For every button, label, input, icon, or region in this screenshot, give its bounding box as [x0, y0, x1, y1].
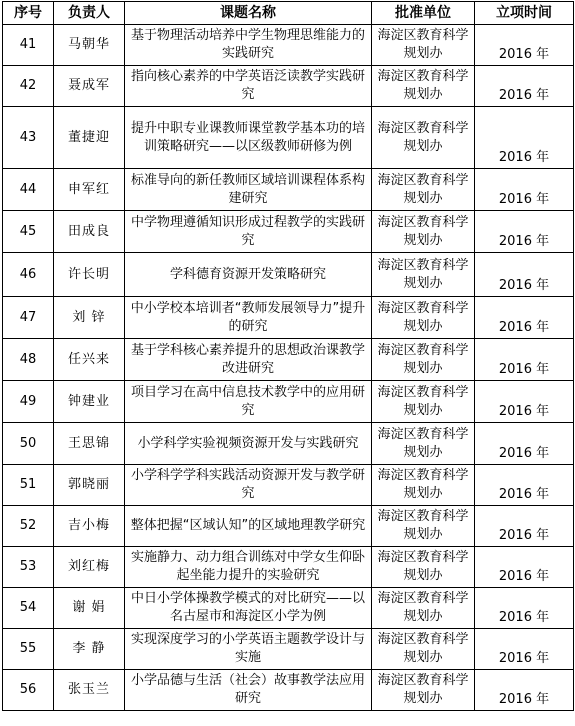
table-row — [3, 211, 574, 253]
row-unit: 海淀区教育科学规划办 — [372, 423, 475, 465]
row-title: 基于物理活动培养中学生物理思维能力的实践研究 — [125, 25, 372, 66]
row-num: 56 — [3, 670, 54, 711]
table-row — [3, 297, 574, 339]
row-title: 基于学科核心素养提升的思想政治课教学改进研究 — [125, 339, 372, 381]
table-row — [3, 423, 574, 465]
row-title: 小学科学实验视频资源开发与实践研究 — [125, 423, 372, 465]
project-table — [2, 1, 574, 711]
row-year: 2016 年 — [475, 107, 574, 169]
row-unit: 海淀区教育科学规划办 — [372, 381, 475, 423]
row-title: 提升中职专业课教师课堂教学基本功的培训策略研究——以区级教师研修为例 — [125, 107, 372, 169]
row-year: 2016 年 — [475, 670, 574, 711]
row-unit: 海淀区教育科学规划办 — [372, 547, 475, 588]
row-title: 实现深度学习的小学英语主题教学设计与实施 — [125, 629, 372, 670]
row-year: 2016 年 — [475, 629, 574, 670]
header-title: 课题名称 — [125, 2, 372, 25]
row-year: 2016 年 — [475, 169, 574, 211]
row-unit: 海淀区教育科学规划办 — [372, 506, 475, 547]
table-row — [3, 25, 574, 66]
row-num: 51 — [3, 465, 54, 506]
row-person: 申军红 — [54, 169, 125, 211]
row-num: 50 — [3, 423, 54, 465]
row-num: 48 — [3, 339, 54, 381]
row-year: 2016 年 — [475, 588, 574, 629]
row-unit: 海淀区教育科学规划办 — [372, 253, 475, 297]
row-year: 2016 年 — [475, 547, 574, 588]
row-num: 55 — [3, 629, 54, 670]
row-title: 中学物理遵循知识形成过程教学的实践研究 — [125, 211, 372, 253]
table-body — [3, 25, 574, 711]
row-year: 2016 年 — [475, 423, 574, 465]
row-title: 小学科学学科实践活动资源开发与教学研究 — [125, 465, 372, 506]
row-unit: 海淀区教育科学规划办 — [372, 169, 475, 211]
row-person: 张玉兰 — [54, 670, 125, 711]
row-person: 郭晓丽 — [54, 465, 125, 506]
row-person: 许长明 — [54, 253, 125, 297]
row-title: 学科德育资源开发策略研究 — [125, 253, 372, 297]
row-num: 43 — [3, 107, 54, 169]
row-unit: 海淀区教育科学规划办 — [372, 211, 475, 253]
row-num: 47 — [3, 297, 54, 339]
row-year: 2016 年 — [475, 506, 574, 547]
row-title: 整体把握“区域认知”的区域地理教学研究 — [125, 506, 372, 547]
header-person: 负责人 — [54, 2, 125, 25]
table-row — [3, 506, 574, 547]
header-row — [3, 2, 574, 25]
row-year: 2016 年 — [475, 211, 574, 253]
row-num: 52 — [3, 506, 54, 547]
row-title: 实施静力、动力组合训练对中学女生仰卧起坐能力提升的实验研究 — [125, 547, 372, 588]
row-title: 小学品德与生活（社会）故事教学法应用研究 — [125, 670, 372, 711]
row-title: 指向核心素养的中学英语泛读教学实践研究 — [125, 66, 372, 107]
table-row — [3, 588, 574, 629]
row-unit: 海淀区教育科学规划办 — [372, 339, 475, 381]
row-person: 李 静 — [54, 629, 125, 670]
row-num: 44 — [3, 169, 54, 211]
row-person: 王思锦 — [54, 423, 125, 465]
row-person: 田成良 — [54, 211, 125, 253]
row-unit: 海淀区教育科学规划办 — [372, 588, 475, 629]
row-person: 刘红梅 — [54, 547, 125, 588]
row-person: 马朝华 — [54, 25, 125, 66]
header-unit: 批准单位 — [372, 2, 475, 25]
row-year: 2016 年 — [475, 381, 574, 423]
row-person: 谢 娟 — [54, 588, 125, 629]
table-row — [3, 169, 574, 211]
row-year: 2016 年 — [475, 465, 574, 506]
row-year: 2016 年 — [475, 66, 574, 107]
row-person: 聂成军 — [54, 66, 125, 107]
row-title: 中小学校本培训者“教师发展领导力”提升的研究 — [125, 297, 372, 339]
table-row — [3, 107, 574, 169]
table-row — [3, 66, 574, 107]
row-title: 标准导向的新任教师区域培训课程体系构建研究 — [125, 169, 372, 211]
table-row — [3, 465, 574, 506]
row-year: 2016 年 — [475, 297, 574, 339]
row-num: 41 — [3, 25, 54, 66]
table-row — [3, 629, 574, 670]
row-title: 项目学习在高中信息技术教学中的应用研究 — [125, 381, 372, 423]
row-year: 2016 年 — [475, 253, 574, 297]
row-unit: 海淀区教育科学规划办 — [372, 25, 475, 66]
row-year: 2016 年 — [475, 25, 574, 66]
row-unit: 海淀区教育科学规划办 — [372, 465, 475, 506]
row-unit: 海淀区教育科学规划办 — [372, 66, 475, 107]
row-person: 董捷迎 — [54, 107, 125, 169]
row-unit: 海淀区教育科学规划办 — [372, 629, 475, 670]
row-person: 吉小梅 — [54, 506, 125, 547]
row-person: 钟建业 — [54, 381, 125, 423]
row-title: 中日小学体操教学模式的对比研究——以名古屋市和海淀区小学为例 — [125, 588, 372, 629]
row-unit: 海淀区教育科学规划办 — [372, 107, 475, 169]
row-person: 任兴来 — [54, 339, 125, 381]
row-unit: 海淀区教育科学规划办 — [372, 297, 475, 339]
row-num: 42 — [3, 66, 54, 107]
row-person: 刘 锌 — [54, 297, 125, 339]
header-year: 立项时间 — [475, 2, 574, 25]
table-row — [3, 670, 574, 711]
table-row — [3, 381, 574, 423]
header-num: 序号 — [3, 2, 54, 25]
table-row — [3, 547, 574, 588]
row-num: 54 — [3, 588, 54, 629]
row-num: 45 — [3, 211, 54, 253]
row-num: 46 — [3, 253, 54, 297]
table-row — [3, 339, 574, 381]
table-row — [3, 253, 574, 297]
row-num: 49 — [3, 381, 54, 423]
row-unit: 海淀区教育科学规划办 — [372, 670, 475, 711]
row-num: 53 — [3, 547, 54, 588]
row-year: 2016 年 — [475, 339, 574, 381]
